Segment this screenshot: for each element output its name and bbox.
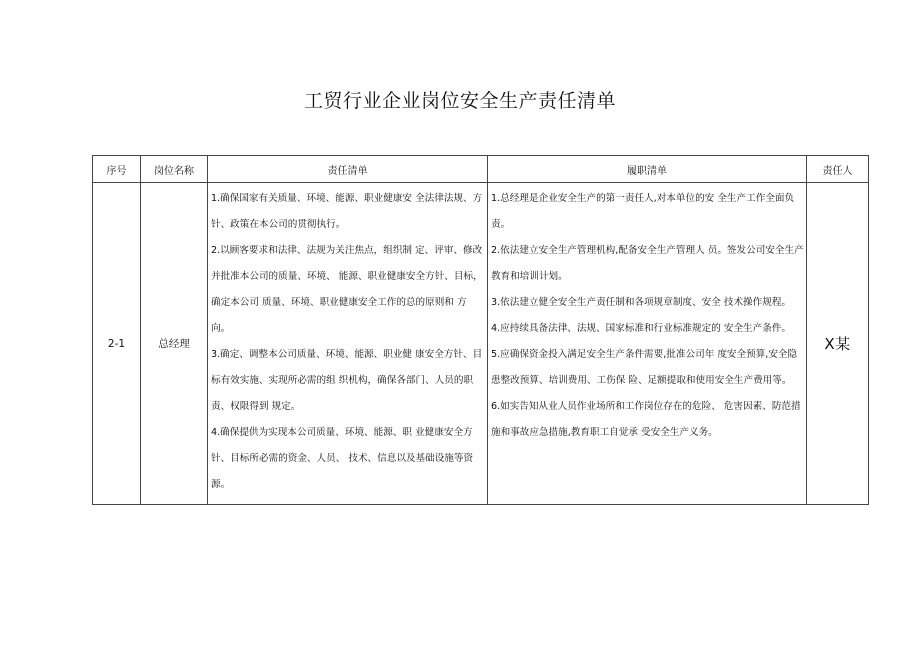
table-header-row — [93, 156, 869, 183]
responsibility-list-cell — [208, 183, 488, 505]
responsibility-item: 4.确保提供为实现本公司质量、环境、能源、职 业健康安全方针、目标所必需的资金、人员、 技术、信息以及基础设施等资源。 — [211, 427, 474, 490]
responsibility-table — [92, 155, 869, 505]
duty-item: 5.应确保资金投入满足安全生产条件需要,批准公司年 度安全预算,安全隐患整改预算、培训费用、工伤保 险、足额提取和使用安全生产费用等。 — [491, 349, 798, 386]
row-seq: 2-1 — [93, 183, 141, 505]
duty-list-cell — [488, 183, 807, 505]
responsibility-item: 1.确保国家有关质量、环境、能源、职业健康安 全法律法规、方针、政策在本公司的贯彻执行。 — [211, 193, 483, 230]
header-responsibilities: 责任清单 — [208, 156, 488, 183]
duty-item: 1.总经理是企业安全生产的第一责任人,对本单位的安 全生产工作全面负责。 — [491, 193, 795, 230]
duty-item: 3.依法建立健全安全生产责任制和各项规章制度、安全 技术操作规程。 — [491, 297, 792, 308]
responsibility-item: 3.确定、调整本公司质量、环境、能源、职业健 康安全方针、目标有效实施、实现所必需的组 织机构，确保各部门、人员的职责、权限得到 规定。 — [211, 349, 483, 412]
header-seq: 序号 — [93, 156, 141, 183]
page-title: 工贸行业企业岗位安全生产责任清单 — [303, 90, 616, 112]
header-post: 岗位名称 — [141, 156, 208, 183]
responsible-person: X某 — [807, 183, 869, 505]
duty-item: 4.应持续具备法律、法规、国家标准和行业标准规定的 安全生产条件。 — [491, 323, 792, 334]
duty-item: 2.依法建立安全生产管理机构,配备安全生产管理人 员。签发公司安全生产教育和培训计划。 — [491, 245, 804, 282]
responsibility-item: 2.以顾客要求和法律、法规为关注焦点，组织制 定、评审、修改并批准本公司的质量、环境、 能源、职业健康安全方针、目标，确定本公司 质量、环境、职业健康安全工作的总的原则和 方向。 — [211, 245, 483, 334]
header-duties: 履职清单 — [488, 156, 807, 183]
duty-item: 6.如实告知从业人员作业场所和工作岗位存在的危险、 危害因素、防范措施和事故应急措施,教育职工自觉承 受安全生产义务。 — [491, 401, 801, 438]
row-post-name: 总经理 — [141, 183, 208, 505]
table-row — [93, 183, 869, 505]
header-person: 责任人 — [807, 156, 869, 183]
